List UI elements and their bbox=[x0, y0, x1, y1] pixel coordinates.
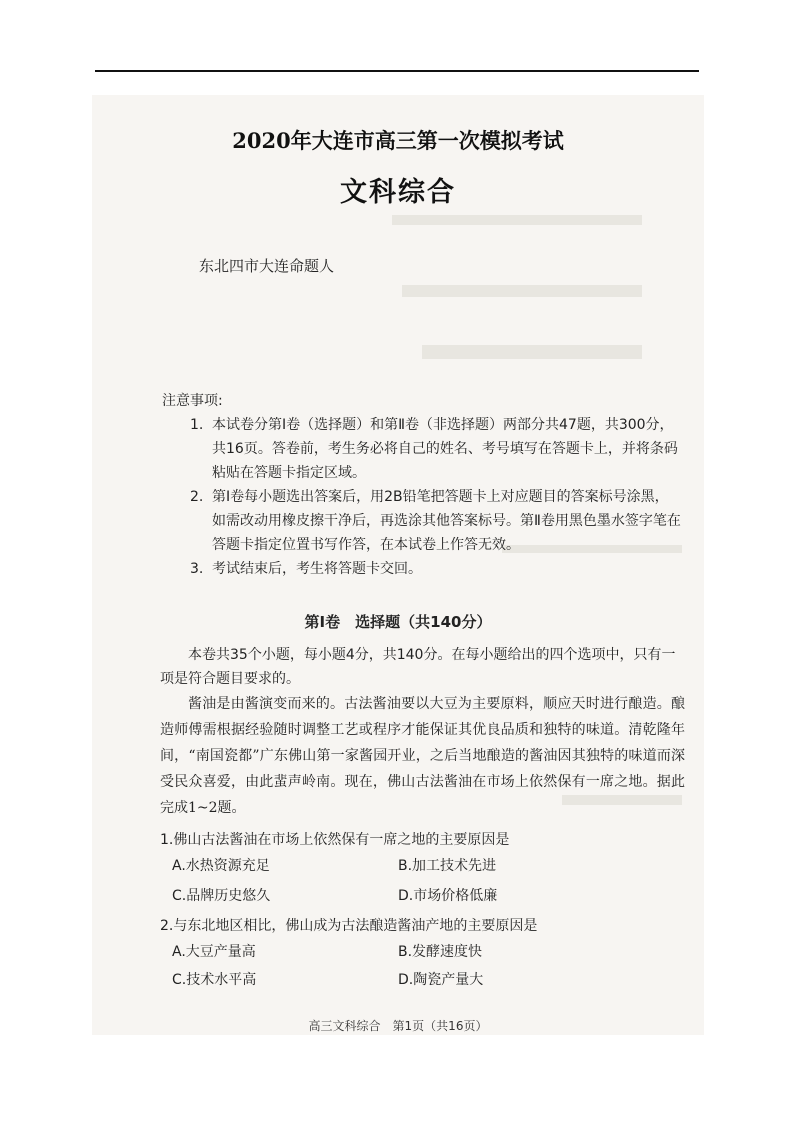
notice-text: 考试结束后，考生将答题卡交回。 bbox=[212, 561, 422, 577]
answer-option: C.品牌历史悠久 bbox=[172, 888, 271, 904]
answer-option: D.市场价格低廉 bbox=[398, 888, 498, 904]
show-through-block bbox=[422, 345, 642, 359]
author-line: 东北四市大连命题人 bbox=[199, 257, 335, 275]
notice-text: 本试卷分第Ⅰ卷（选择题）和第Ⅱ卷（非选择题）两部分共47题，共300分，共16页。答卷前，考生务必将自己的姓名、考号填写在答题卡上，并将条码粘贴在答题卡指定区域。 bbox=[212, 417, 678, 481]
section-intro: 本卷共35个小题，每小题4分，共140分。在每小题给出的四个选项中，只有一项是符合题目要求的。 bbox=[160, 647, 676, 687]
answer-option: D.陶瓷产量大 bbox=[398, 972, 484, 988]
notice-item bbox=[190, 557, 682, 581]
answer-option: A.水热资源充足 bbox=[172, 858, 270, 874]
page-footer: 高三文科综合 第1页（共16页） bbox=[308, 1019, 488, 1033]
show-through-block bbox=[392, 215, 642, 225]
exam-title: 2020年大连市高三第一次模拟考试 bbox=[232, 128, 564, 153]
reading-passage: 酱油是由酱演变而来的。古法酱油要以大豆为主要原料，顺应天时进行酿造。酿造师傅需根据经验随时调整工艺或程序才能保证其优良品质和独特的味道。清乾隆年间，“南国瓷都”广东佛山第一家酱园开业，之后当地酿造的酱油因其独特的味道而深受民众喜爱，由此蜚声岭南。现在，佛山古法酱油在市场上依然保有一席之地。据此完成1~2题。 bbox=[160, 696, 685, 816]
section-title: 第Ⅰ卷 选择题（共140分） bbox=[304, 613, 492, 631]
notice-number: 2. bbox=[190, 489, 204, 505]
question-stem: 2.与东北地区相比，佛山成为古法酿造酱油产地的主要原因是 bbox=[160, 918, 538, 934]
notice-number: 3. bbox=[190, 561, 204, 577]
notice-item bbox=[190, 485, 682, 557]
notice-text: 第Ⅰ卷每小题选出答案后，用2B铅笔把答题卡上对应题目的答案标号涂黑，如需改动用橡皮擦干净后，再选涂其他答案标号。第Ⅱ卷用黑色墨水签字笔在答题卡指定位置书写作答，在本试卷上作答无效。 bbox=[212, 489, 681, 553]
show-through-block bbox=[402, 285, 642, 297]
notice-list bbox=[190, 413, 682, 581]
answer-option: A.大豆产量高 bbox=[172, 944, 256, 960]
answer-option: C.技术水平高 bbox=[172, 972, 257, 988]
notice-heading: 注意事项: bbox=[162, 393, 223, 409]
answer-option: B.发酵速度快 bbox=[398, 944, 483, 960]
notice-item bbox=[190, 413, 682, 485]
question-stem: 1.佛山古法酱油在市场上依然保有一席之地的主要原因是 bbox=[160, 832, 510, 848]
top-rule bbox=[95, 70, 699, 72]
exam-page bbox=[92, 95, 704, 1035]
subject-title: 文科综合 bbox=[340, 177, 456, 208]
answer-option: B.加工技术先进 bbox=[398, 858, 497, 874]
notice-number: 1. bbox=[190, 417, 204, 433]
